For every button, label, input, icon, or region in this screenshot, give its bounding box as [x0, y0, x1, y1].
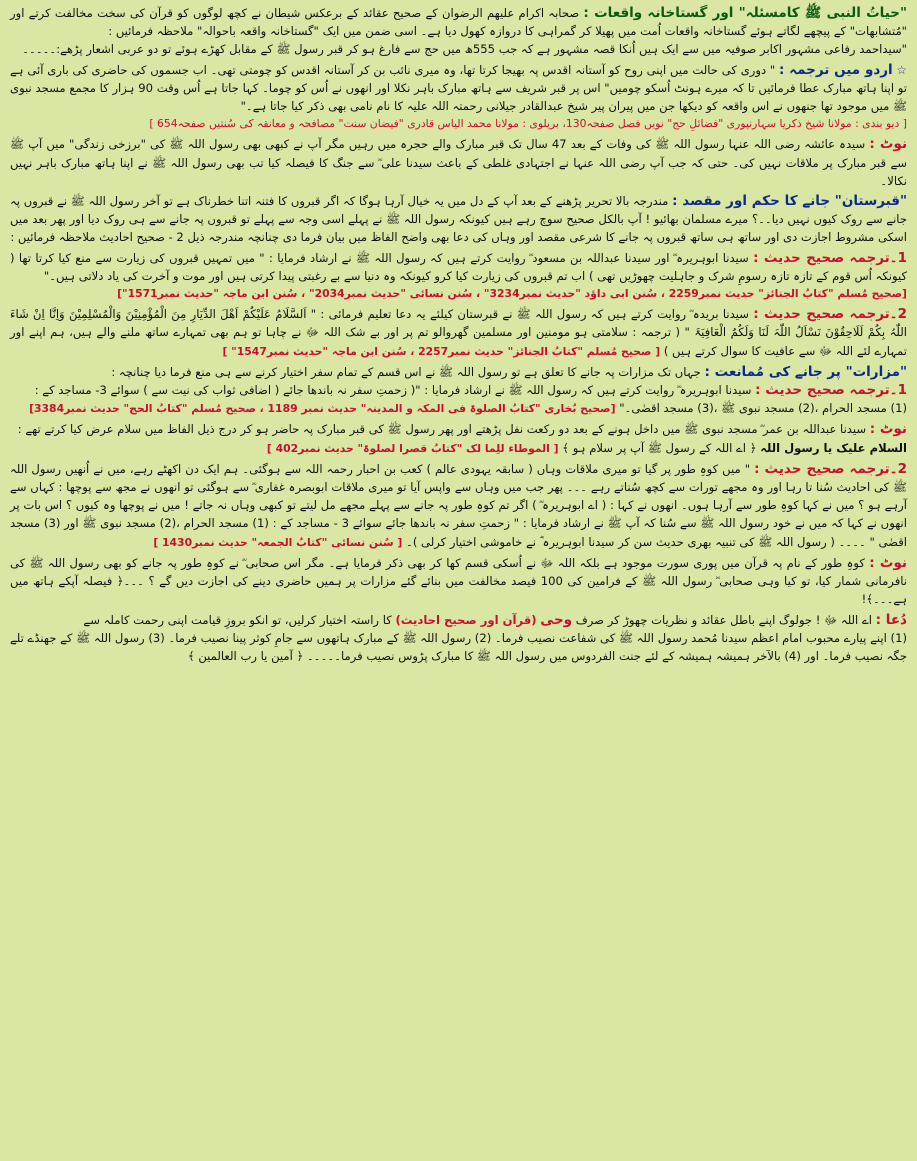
- qabristan-paragraph: [10, 192, 907, 247]
- mazarat-heading: "مزارات" پر جانے کی مُمانعت :: [704, 363, 907, 380]
- mazarat-hadith-label: 1۔ترجمہ صحیح حدیث :: [755, 382, 907, 399]
- masajid-paragraph: [10, 399, 907, 418]
- translation-text: " دوری کی حالت میں اپنی روح کو آستانہ اقدس پہ بھیجا کرتا تھا، وہ میری نائب بن کر آستانہ اقدس کو چومتی تھی۔ اب جسموں کی حاضری کی باری آئی ہے تو اپنا ہاتھ مبارک عطا فرمائیں تا کہ میرے ہونٹ اُسکو چومیں" اس پر قبر شریف سے ہاتھ مبارک باہر نکلا اور انھوں نے اُس کو چوما۔ کہا جاتا ہے اُس وقت 90 ہزار کا مجمع مسجد نبوی ﷺ میں موجود تھا جنھوں نے اس واقعہ کو دیکھا جن میں پیران پیر شیخ عبدالقادر جیلانی رحمتہ اللہ علیہ کا نام نامی بھی ذکر کیا جاتا ہے۔": [10, 62, 907, 114]
- note2-ref: [ الموطاء للِما لک "کتابُ قصرا لصلوۃ" حدیث نمبر402 ]: [266, 441, 559, 455]
- note3-end: ۔۔۔﴿ فیصلہ آپکے ہاتھ میں ہے۔۔۔﴾!: [10, 574, 907, 607]
- hadith3-ref: [ سُنن نسائی "کتابُ الجمعہ" حدیث نمبر1430 ]: [153, 535, 403, 549]
- star-icon: ☆: [896, 62, 907, 77]
- intro-text: صحابہ اکرام علیھم الرضوان کے صحیح عقائد کے برعکس شیطان نے کچھ لوگوں کو قرآن کی سخت مخالفت کرتے اور "مُتشابھات" کے پیچھے لگاتے ہوئے گستاخانہ واقعات اُمت میں پھیلا کر گمراہی کا دروازہ کھول دیا ہے۔ اسی ضمن میں ایک "گستاخانہ واقعہ باحوالہ" ملاحظہ فرمائیں :: [10, 6, 907, 39]
- wahi-word: وحی: [540, 611, 573, 628]
- salam-translation: ﴿ اے اللہ کے رسول ﷺ آپ پر سلام ہو ﴾: [562, 440, 757, 455]
- mazarat-hadith-paragraph: [10, 381, 907, 399]
- dua-text1: اے اللہ ﷻ ! جولوگ اپنے باطل عقائد و نظریات چھوڑ کر صرف: [575, 612, 872, 627]
- hadith2-ref: [ صحیح مُسلم "کتابُ الجنائز" حدیث نمبر2257 ، سُنن ابن ماجہ "حدیث نمبر1547" ]: [222, 344, 661, 358]
- qabristan-heading: "قبرستان" جانے کا حکم اور مقصد :: [672, 193, 908, 210]
- note2-label: نوٹ :: [869, 421, 907, 438]
- salam-text: السلام علیک یا رسول اللہ: [760, 440, 907, 455]
- note2-text: سیدنا عبداللہ بن عمر ؓ مسجد نبوی ﷺ میں داخل ہونے کے بعد دو رکعت نفل پڑھتے اور پھر رسول ﷺ کی قبر مبارک پہ حاضر ہو کر درج ذیل الفاظ میں سلام عرض کیا کرتے تھے :: [17, 422, 867, 437]
- hadith1-text: سیدنا ابوہریرہ ؓ اور سیدنا عبداللہ بن مسعود ؓ روایت کرتے ہیں کہ رسول اللہ ﷺ نے ارشاد فرمایا : " میں تمہیں قبروں کی زیارت سے منع کیا کرتا تھا ( کیونکہ اُس قوم کے تازہ تازہ رسومِ شرک و جاہلیت چھوڑیں تھی ) اب تم قبروں کی زیارت کیا کرو کیونکہ وہ دنیا سے بے رغبتی پیدا کرتی ہیں اور موت و آخرت کی یاد دلاتی ہیں۔": [10, 250, 907, 283]
- intro-paragraph: [10, 4, 907, 40]
- hadith1-label: 1۔ترجمہ صحیح حدیث :: [753, 249, 908, 266]
- hadith3-label: 2۔ترجمہ صحیح حدیث :: [754, 460, 908, 477]
- note1-label: نوٹ :: [869, 136, 908, 153]
- salam-paragraph: [10, 439, 907, 458]
- note3-text: کوہِ طور کے نام پہ قرآن میں پوری سورت موجود ہے بلکہ اللہ ﷻ نے اُسکی قسم کھا کر بھی ذکر فرمایا ہے۔ مگر اس صحابی ؓ نے کوہِ طور پہ جانے کو بھی رسول اللہ ﷺ کی نافرمانی شمار کیا، تو کیا وہی صحابی ؓ رسول اللہ ﷺ کے فرامین کی 100 فیصد مخالفت میں بنائے گئے مزارات پر ہمیں حاضری دینے کی اجازت دیں گے ؟: [10, 555, 907, 589]
- translation-paragraph: [10, 61, 907, 116]
- qabristan-text: مندرجہ بالا تحریر پڑھنے کے بعد آپ کے دل میں یہ خیال آرہا ہوگا کہ اگر قبروں کا فتنہ اتنا خطرناک ہے تو آخر رسول اللہ ﷺ نے قبروں پہ جانے سے روک کیوں نہیں دیا۔۔؟ میرے مسلمان بھائیو ! آپ بالکل صحیح سوچ رہے ہیں کیونکہ رسول اللہ ﷺ نے پہلے اسی وجہ سے پہلے تو قبروں پہ جانے سے ہی روک دیا اور پھر بعد میں اسکی مشروط اجازت دی اور ساتھ ہی ساتھ قبروں پہ جانے کا شرعی مقصد اور وہاں کی دعا بھی واضح الفاظ میں بیان فرما دی چنانچہ مندرجہ ذیل 2 - صحیح احادیث ملاحظہ فرمائیں :: [10, 194, 907, 245]
- rifai-quote: "سیداحمد رفاعی مشہور اکابر صوفیہ میں سے ایک ہیں اُنکا قصہ مشہور ہے کہ جب 555ھ میں حج سے فارغ ہو کر قبر رسول ﷺ کے مقابل کھڑے ہوئے تو دو عربی اشعار پڑھے:۔۔۔۔۔: [22, 42, 907, 57]
- note3-paragraph: [10, 554, 907, 609]
- note2-paragraph: [10, 420, 907, 438]
- translation-heading: اردو میں ترجمہ :: [778, 61, 893, 78]
- masajid-list: (1) مسجد الحرام ،(2) مسجد نبوی ﷺ ،(3) مسجد اقصٰی۔": [619, 401, 907, 416]
- note3-label: نوٹ :: [869, 554, 908, 571]
- mazarat-text: جہاں تک مزارات پہ جانے کا تعلق ہے تو رسول اللہ ﷺ نے اس قسم کے تمام سفر اختیار کرنے سے ہی منع فرما دیا چنانچہ :: [111, 364, 701, 379]
- translation-source: [ دیو بندی : مولانا شیخ ذکریا سہارنپوری "فضائلِ حج" نویں فصل صفحہ130، بریلوی : مولانا محمد الیاس قادری "فیضان سنت" مصافحہ و معانقہ کی سُنتیں صفحہ654 ]: [149, 117, 907, 131]
- dua-label: دُعا :: [875, 611, 907, 628]
- mazarat-ref: [صحیح بُخاری "کتابُ الصلوۃ فی المکہ و المدینہ" حدیث نمبر 1189 ، صحیح مُسلم "کتابُ الحج" حدیث نمبر3384]: [29, 402, 616, 416]
- note1-paragraph: [10, 135, 907, 190]
- dua-paragraph: [10, 611, 907, 629]
- hadith3-paragraph: [10, 460, 907, 552]
- mazarat-hadith-text: سیدنا ابوہریرہ ؓ روایت کرتے ہیں کہ رسول اللہ ﷺ نے ارشاد فرمایا : "( زحمتِ سفر نہ باندھا جائے ( اضافی ثواب کی نیت سے ) سوائے 3- مساجد کے :: [34, 383, 752, 398]
- hadith2-label: 2۔ترجمہ صحیح حدیث :: [753, 306, 908, 323]
- mazarat-paragraph: [10, 363, 907, 381]
- hadith2-paragraph: [10, 305, 907, 361]
- dua-text2: کا راستہ اختیار کرلیں، تو انکو بروزِ قیامت اپنی رحمت کاملہ سے: [83, 612, 392, 627]
- note1-text: سیدہ عائشہ رضی اللہ عنہا رسول اللہ ﷺ کی وفات کے بعد 47 سال تک قبر مبارک والے حجرہ میں رہیں مگر آپ نے کبھی بھی رسول اللہ ﷺ کی "برزخی زندگی" میں آپ ﷺ سے قبر مبارک پر ملاقات نہیں کی۔ حتی کہ جب آپ رضی اللہ عنہا نے اجتہادی غلطی کے باعث سیدنا علی ؓ سے جنگ کا فیصلہ کیا تب بھی رسول اللہ ﷺ نے اپنا ہاتھ مبارک باہر نہیں نکالا۔: [10, 137, 907, 188]
- hadith2-text: سیدنا بریدہ ؓ روایت کرتے ہیں کہ رسول اللہ ﷺ نے قبرستان کیلئے یہ دعا تعلیم فرمائی : " اَلسَّلَامُ عَلَیْکُمْ اَھْلَ الدِّیَارِ مِنَ الْمُؤْمِنِیْنَ وَالْمُسْلِمِیْنَ وَاِنَّا اِنْ شَاءَ اللّٰہُ بِکُمْ لَلَاحِقُوْنَ نَسْاَلُ اللّٰہَ لَنَا وَلَکُمُ الْعَافِیَۃَ " ( ترجمہ : سلامتی ہو مومنین اور مسلمین گھروالو تم پر اور بے شک اللہ ﷻ نے چاہا تو ہم بھی تمہارے ساتھ ملنے والے ہیں، ہم اپنے اور تمہارے لئے اللہ ﷻ سے عافیت کا سوال کرتے ہیں ): [10, 307, 907, 358]
- dua-list-paragraph: [10, 629, 907, 665]
- quran-hadith-phrase: (قرآن اور صحیح احادیث): [395, 612, 537, 627]
- amin-text: ﴿ آمین یا رب العالمین ﴾: [187, 648, 304, 663]
- dua-list: (1) اپنے پیارے محبوب امام اعظم سیدنا مُحمد رسول اللہ ﷺ کی شفاعت نصیب فرما۔ (2) رسول اللہ ﷺ کے مبارک ہاتھوں سے جامِ کوثر پینا نصیب فرما۔ (3) رسول اللہ ﷺ کے جھنڈے تلے جگہ نصیب فرما۔ اور (4) بالآخر ہمیشہ ہمیشہ کے لئے جنت الفردوس میں رسول اللہ ﷺ کا مبارک پڑوس نصیب فرما۔۔۔۔۔: [10, 630, 907, 663]
- hadith1-ref: [صحیح مُسلم "کتابُ الجنائز" حدیث نمبر2259 ، سُنن ابی داؤد "حدیث نمبر3234" ، سُنن نسائی "حدیث نمبر2034" ، سُنن ابن ماجہ "حدیث نمبر1571"]: [117, 287, 907, 301]
- hadith1-paragraph: [10, 249, 907, 285]
- title-heading: "حیاتُ النبی ﷺ کامسئلہ" اور گستاخانہ واقعات :: [583, 5, 907, 21]
- hadith3-text: " میں کوہِ طور پر گیا تو میری ملاقات وہاں ( سابقہ یہودی عالم ) کعب بن احبار رحمہ اللہ سے ہوگئی۔ ہم ایک دن اکھٹے رہے، میں نے اُنھیں رسول اللہ ﷺ کی احادیث سُنا تا رہا اور وہ مجھے تورات سے کچھ سُناتے رہے ۔۔۔ پھر جب میں وہاں سے واپس آیا تو میری ملاقات ابوبصرہ غفاری ؓ سے ہوگئی تو انھوں نے مجھ سے پوچھا : کہاں سے آرہے ہو ؟ میں نے کہا کوہِ طور سے آرہا ہوں۔ انھوں نے کہا : ( اے ابوہریرہ ؓ ) اگر تم کوہِ طور پہ جانے سے پہلے مجھے مل لیتے تو کبھی وہاں نہ جاتے ! میں نے پوچھا وہ کیوں ؟ اس بات پر انھوں نے کہا کہ میں نے خود رسول اللہ ﷺ سے سُنا کہ آپ ﷺ نے ارشاد فرمایا : " زحمتِ سفر نہ باندھا جائے سوائے 3 - مساجد کے : (1) مسجد الحرام ،(2) مسجد نبوی ﷺ اور (3) مسجد اقصٰی " ۔۔۔۔ ( رسول اللہ ﷺ کی تنبیہ بھری حدیث سن کر سیدنا ابوہریرہ ؓ نے خاموشی اختیار کرلی )۔: [10, 461, 907, 549]
